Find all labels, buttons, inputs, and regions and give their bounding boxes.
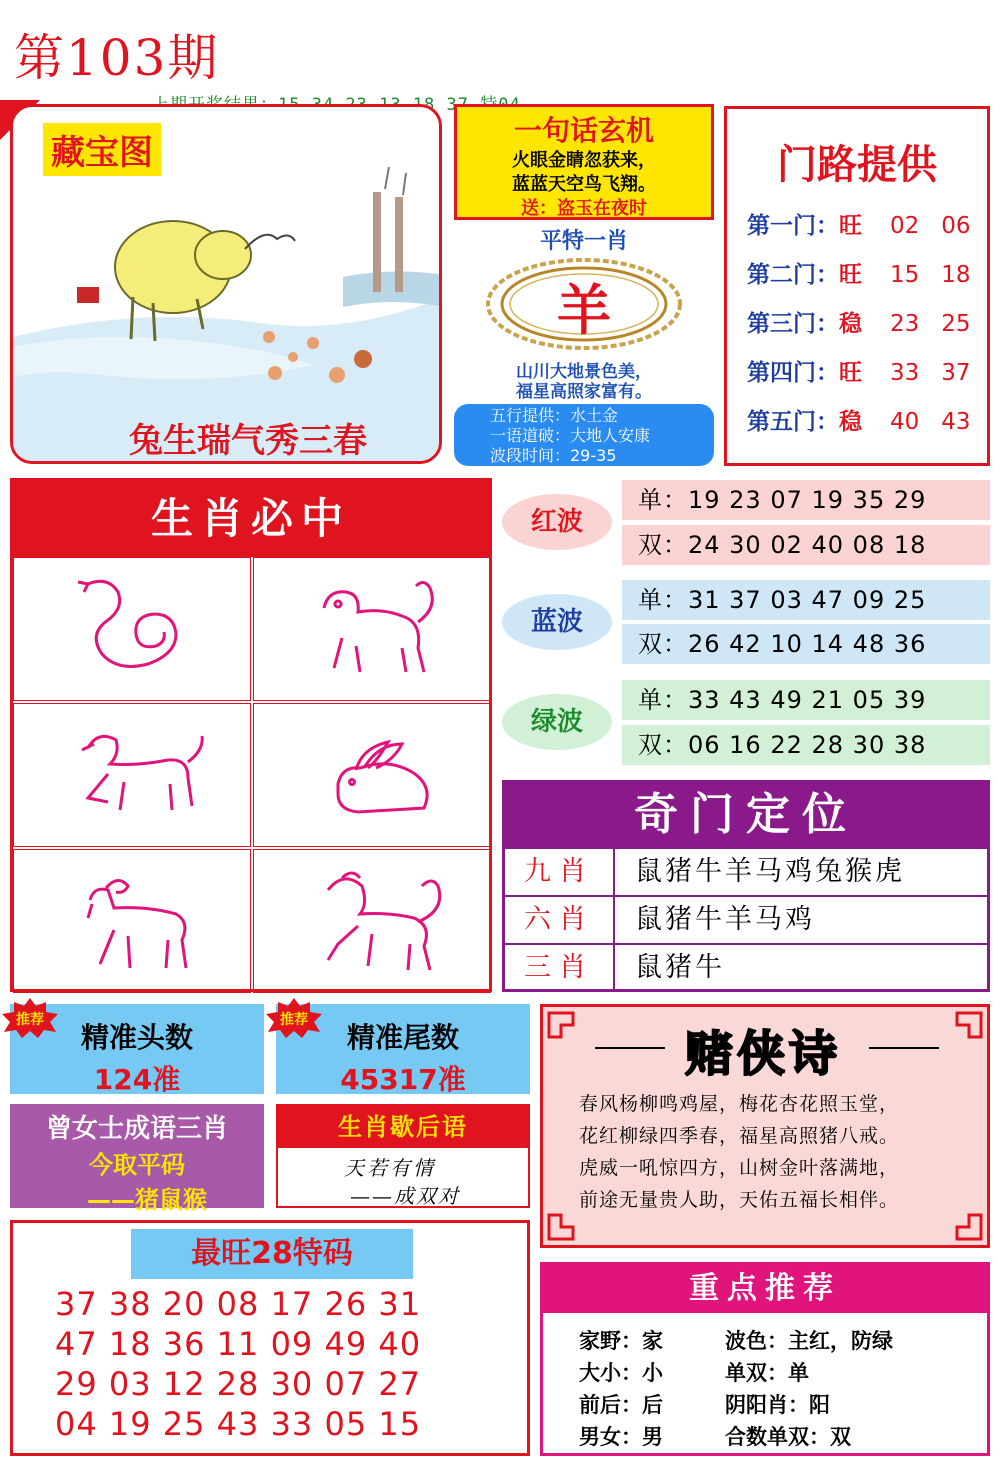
special-codes-title: 最旺28特码 — [131, 1229, 413, 1279]
door-row — [747, 207, 971, 240]
pingte-poem — [454, 362, 714, 402]
door-status: 旺 — [839, 212, 862, 239]
door-label: 第三门： — [747, 311, 839, 337]
horse-icon — [298, 860, 448, 980]
zodiac-must-panel — [10, 478, 492, 992]
poem-panel — [540, 1004, 990, 1248]
idiom-line-1: 今取平码 — [89, 1151, 185, 1179]
qimen-row — [505, 847, 987, 897]
zodiac-cell — [13, 557, 251, 701]
info-box — [454, 404, 714, 466]
blue-wave-label: 蓝波 — [502, 594, 612, 650]
info-line-2: 一语道破：大地人安康 — [490, 426, 651, 445]
qimen-value: 鼠猪牛羊马鸡 — [635, 904, 815, 935]
key-recommend-row — [579, 1389, 830, 1419]
recommend-badge-icon — [266, 998, 322, 1038]
zodiac-must-title: 生肖必中 — [13, 481, 489, 557]
door-row — [747, 256, 971, 289]
qimen-key: 九肖 — [505, 849, 615, 895]
key-right: 波色：主红，防绿 — [725, 1329, 893, 1353]
special-codes-row: 37 38 20 08 17 26 31 — [55, 1285, 422, 1323]
qimen-row — [505, 943, 987, 993]
door-status: 旺 — [839, 359, 862, 386]
poem-title-dash — [869, 1047, 939, 1049]
pingte-poem-line-1: 山川大地景色美， — [516, 362, 652, 382]
idiom-box — [10, 1104, 264, 1214]
poem-line: 花红柳绿四季春，福星高照猪八戒。 — [579, 1125, 900, 1147]
qimen-key: 三肖 — [505, 945, 615, 991]
head-number-title: 精准头数 — [80, 1021, 193, 1054]
rabbit-icon — [298, 714, 448, 834]
tiger-icon — [298, 568, 448, 688]
dog-icon — [58, 714, 208, 834]
xiehouyu-box — [276, 1104, 530, 1208]
key-left: 男女：男 — [579, 1425, 663, 1449]
special-codes-row: 29 03 12 28 30 07 27 — [55, 1365, 422, 1403]
head-badge-text: 推荐 — [16, 1012, 44, 1028]
treasure-map-panel — [10, 104, 442, 464]
qimen-row — [505, 895, 987, 945]
door-number: 37 — [941, 360, 971, 386]
key-right: 合数单双：双 — [725, 1425, 851, 1449]
qimen-panel — [502, 780, 990, 992]
door-label: 第二门： — [747, 262, 839, 288]
snake-icon — [58, 568, 208, 688]
info-line-1: 五行提供：水土金 — [490, 406, 619, 425]
door-row — [747, 305, 971, 338]
key-left: 家野：家 — [579, 1329, 663, 1353]
special-codes-panel — [10, 1220, 530, 1456]
red-wave-single: 单：19 23 07 19 35 29 — [622, 480, 990, 520]
riddle-title: 一句话玄机 — [513, 114, 654, 147]
key-recommend-row — [579, 1421, 851, 1451]
green-wave-double: 双：06 16 22 28 30 38 — [622, 725, 990, 765]
doors-panel — [724, 106, 990, 466]
qimen-value: 鼠猪牛羊马鸡兔猴虎 — [635, 856, 905, 887]
tail-badge-text: 推荐 — [280, 1012, 308, 1028]
treasure-map-caption: 兔生瑞气秀三春 — [129, 421, 367, 461]
poem-line: 虎威一吼惊四方，山树金叶落满地， — [579, 1157, 900, 1179]
door-label: 第五门： — [747, 409, 839, 435]
door-number: 25 — [941, 311, 971, 337]
key-left: 大小：小 — [579, 1361, 663, 1385]
key-recommend-panel — [540, 1262, 990, 1456]
pingte-animal: 羊 — [557, 278, 611, 342]
zodiac-cell — [13, 703, 251, 847]
blue-wave-double: 双：26 42 10 14 48 36 — [622, 624, 990, 664]
door-number: 06 — [941, 213, 971, 239]
head-number-value: 124准 — [93, 1063, 181, 1096]
issue-title: 第103期 — [14, 29, 220, 87]
idiom-title: 曾女士成语三肖 — [45, 1114, 228, 1144]
poem-line: 前途无量贵人助，天佑五福长相伴。 — [579, 1189, 900, 1211]
door-row — [747, 403, 971, 436]
riddle-box — [454, 104, 714, 220]
door-label: 第四门： — [747, 360, 839, 386]
xiehouyu-line-1: 天若有情 — [344, 1156, 436, 1180]
poem-title-dash — [595, 1047, 665, 1049]
zodiac-cell — [13, 849, 251, 993]
blue-wave-single: 单：31 37 03 47 09 25 — [622, 580, 990, 620]
zodiac-cell — [253, 703, 491, 847]
poem-title: 赌侠诗 — [684, 1026, 841, 1082]
riddle-send: 送：盗玉在夜时 — [521, 198, 647, 219]
key-recommend-row — [579, 1357, 809, 1387]
door-number: 18 — [941, 262, 971, 288]
zodiac-cell — [253, 557, 491, 701]
red-wave-double: 双：24 30 02 40 08 18 — [622, 525, 990, 565]
zodiac-grid — [13, 557, 489, 989]
idiom-line-2: ——猪鼠猴 — [87, 1186, 207, 1214]
pingte-title: 平特一肖 — [539, 229, 628, 254]
tail-number-value: 45317准 — [340, 1063, 466, 1096]
key-left: 前后：后 — [579, 1393, 663, 1417]
key-recommend-title: 重点推荐 — [543, 1265, 987, 1313]
zodiac-cell — [253, 849, 491, 993]
door-label: 第一门： — [747, 213, 839, 239]
door-number: 15 — [890, 262, 920, 288]
door-number: 33 — [890, 360, 920, 386]
poem-line: 春风杨柳鸣鸡屋，梅花杏花照玉堂， — [579, 1093, 900, 1115]
door-number: 43 — [941, 409, 971, 435]
door-status: 稳 — [839, 408, 862, 435]
door-number: 02 — [890, 213, 920, 239]
door-number: 23 — [890, 311, 920, 337]
door-status: 稳 — [839, 310, 862, 337]
key-right: 单双：单 — [725, 1361, 809, 1385]
xiehouyu-line-2: ——成双对 — [350, 1184, 460, 1208]
qimen-title: 奇门定位 — [505, 783, 987, 847]
xiehouyu-title: 生肖歇后语 — [278, 1106, 528, 1148]
special-codes-row: 47 18 36 11 09 49 40 — [55, 1325, 422, 1363]
qimen-value: 鼠猪牛 — [635, 952, 725, 983]
info-line-3: 波段时间：29-35 — [490, 446, 617, 465]
pingte-poem-line-2: 福星高照家富有。 — [516, 382, 652, 402]
door-status: 旺 — [839, 261, 862, 288]
tail-number-title: 精准尾数 — [346, 1021, 459, 1054]
qimen-key: 六肖 — [505, 897, 615, 943]
door-row — [747, 354, 971, 387]
green-wave-label: 绿波 — [502, 694, 612, 750]
goat-icon — [58, 860, 208, 980]
treasure-map-title: 藏宝图 — [43, 123, 161, 176]
red-wave-label: 红波 — [502, 494, 612, 550]
key-right: 阴阳肖：阳 — [725, 1393, 830, 1417]
door-number: 40 — [890, 409, 920, 435]
special-codes-row: 04 19 25 43 33 05 15 — [55, 1405, 422, 1443]
doors-title: 门路提供 — [777, 142, 937, 188]
riddle-line-1: 火眼金睛忽获来， — [512, 150, 656, 171]
recommend-badge-icon — [2, 998, 58, 1038]
riddle-line-2: 蓝蓝天空鸟飞翔。 — [512, 174, 656, 195]
key-recommend-row — [579, 1325, 893, 1355]
green-wave-single: 单：33 43 49 21 05 39 — [622, 680, 990, 720]
